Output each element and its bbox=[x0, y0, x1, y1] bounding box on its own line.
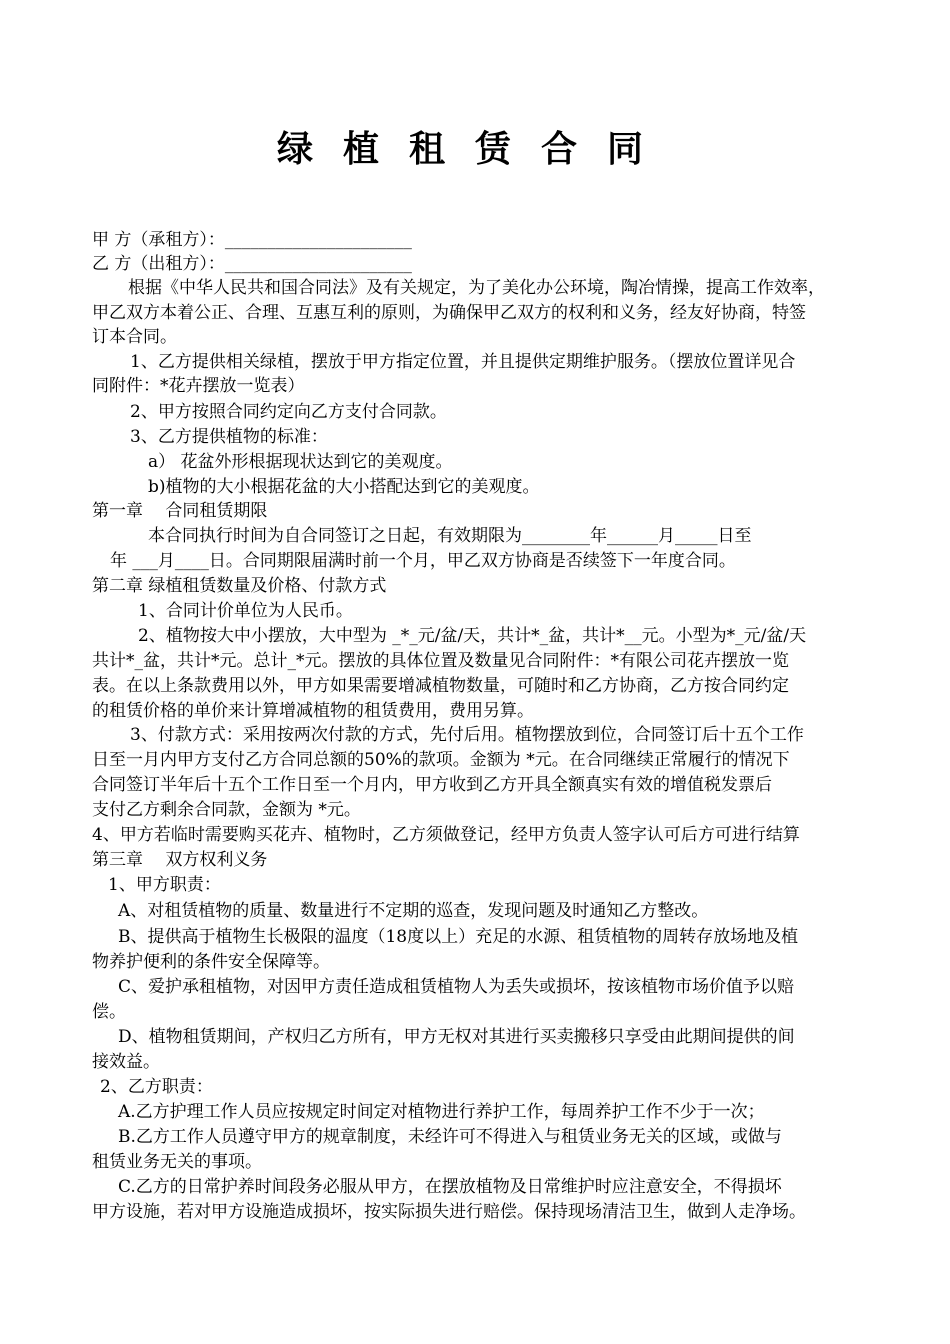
preamble-line: 订本合同。 bbox=[92, 327, 177, 347]
duty-line: C.乙方的日常护养时间段务必服从甲方，在摆放植物及日常维护时应注意安全，不得损坏 bbox=[118, 1177, 782, 1197]
clause-line: 2、植物按大中小摆放，大中型为 _*_元/盆/天，共计*_盆，共计*__元。小型为*_元/盆/天 bbox=[138, 626, 807, 646]
party-b-line: 乙 方（出租方）：______________________ bbox=[92, 254, 412, 274]
clause-line: 的租赁价格的单价来计算增减植物的租赁费用，费用另算。 bbox=[92, 701, 534, 721]
duty-line: 接效益。 bbox=[92, 1052, 160, 1072]
chapter-heading: 第一章 合同租赁期限 bbox=[92, 501, 268, 521]
clause-line: 2、乙方职责： bbox=[100, 1077, 213, 1097]
duty-line: 物养护便利的条件安全保障等。 bbox=[92, 952, 330, 972]
duty-line: D、植物租赁期间，产权归乙方所有，甲方无权对其进行买卖搬移只享受由此期间提供的间 bbox=[118, 1027, 795, 1047]
term-line: 年 ___月____日。合同期限届满时前一个月，甲乙双方协商是否续签下一年度合同。 bbox=[110, 551, 736, 571]
duty-line: 租赁业务无关的事项。 bbox=[92, 1152, 262, 1172]
clause-line: 1、甲方职责： bbox=[108, 875, 221, 895]
duty-line: A、对租赁植物的质量、数量进行不定期的巡查，发现问题及时通知乙方整改。 bbox=[118, 901, 709, 921]
duty-line: C、爱护承租植物，对因甲方责任造成租赁植物人为丢失或损坏，按该植物市场价值予以赔 bbox=[118, 977, 795, 997]
clause-line: 3、付款方式：采用按两次付款的方式，先付后用。植物摆放到位，合同签订后十五个工作 bbox=[130, 725, 804, 745]
chapter-heading: 第二章 绿植租赁数量及价格、付款方式 bbox=[92, 576, 387, 596]
document-title: 绿植租赁合同 bbox=[276, 128, 673, 170]
term-line: 本合同执行时间为自合同签订之日起，有效期限为________年______月_____日至 bbox=[148, 526, 752, 546]
party-a-line: 甲 方（承租方）：______________________ bbox=[92, 230, 412, 250]
clause-subitem: b)植物的大小根据花盆的大小搭配达到它的美观度。 bbox=[148, 477, 540, 497]
clause-line: 日至一月内甲方支付乙方合同总额的50%的款项。金额为 *元。在合同继续正常履行的情况下 bbox=[92, 750, 790, 770]
preamble-line: 根据《中华人民共和国合同法》及有关规定，为了美化办公环境，陶冶情操，提高工作效率， bbox=[128, 278, 825, 298]
clause-line: 共计*_盆，共计*元。总计_*元。摆放的具体位置及数量见合同附件：*有限公司花卉摆放一览 bbox=[92, 651, 789, 671]
clause-line: 表。在以上条款费用以外，甲方如果需要增减植物数量，可随时和乙方协商，乙方按合同约定 bbox=[92, 676, 789, 696]
chapter-heading: 第三章 双方权利义务 bbox=[92, 850, 268, 870]
clause-subitem: a） 花盆外形根据现状达到它的美观度。 bbox=[148, 452, 453, 472]
clause-line: 1、乙方提供相关绿植，摆放于甲方指定位置，并且提供定期维护服务。（摆放位置详见合 bbox=[130, 352, 796, 372]
clause-line: 支付乙方剩余合同款，金额为 *元。 bbox=[92, 800, 361, 820]
clause-line: 3、乙方提供植物的标准： bbox=[130, 427, 328, 447]
duty-line: 甲方设施，若对甲方设施造成损坏，按实际损失进行赔偿。保持现场清洁卫生，做到人走净场。 bbox=[92, 1202, 806, 1222]
clause-line: 同附件：*花卉摆放一览表） bbox=[92, 376, 305, 396]
clause-line: 合同签订半年后十五个工作日至一个月内，甲方收到乙方开具全额真实有效的增值税发票后 bbox=[92, 775, 772, 795]
duty-line: A.乙方护理工作人员应按规定时间定对植物进行养护工作，每周养护工作不少于一次； bbox=[118, 1102, 765, 1122]
duty-line: 偿。 bbox=[92, 1002, 126, 1022]
clause-line: 2、甲方按照合同约定向乙方支付合同款。 bbox=[130, 402, 447, 422]
preamble-line: 甲乙双方本着公正、合理、互惠互利的原则，为确保甲乙双方的权利和义务，经友好协商，特签 bbox=[92, 303, 806, 323]
clause-line: 4、甲方若临时需要购买花卉、植物时，乙方须做登记，经甲方负责人签字认可后方可进行结算 bbox=[92, 825, 800, 845]
clause-line: 1、合同计价单位为人民币。 bbox=[138, 601, 353, 621]
duty-line: B.乙方工作人员遵守甲方的规章制度，未经许可不得进入与租赁业务无关的区域，或做与 bbox=[118, 1127, 782, 1147]
duty-line: B、提供高于植物生长极限的温度（18度以上）充足的水源、租赁植物的周转存放场地及植 bbox=[118, 927, 799, 947]
